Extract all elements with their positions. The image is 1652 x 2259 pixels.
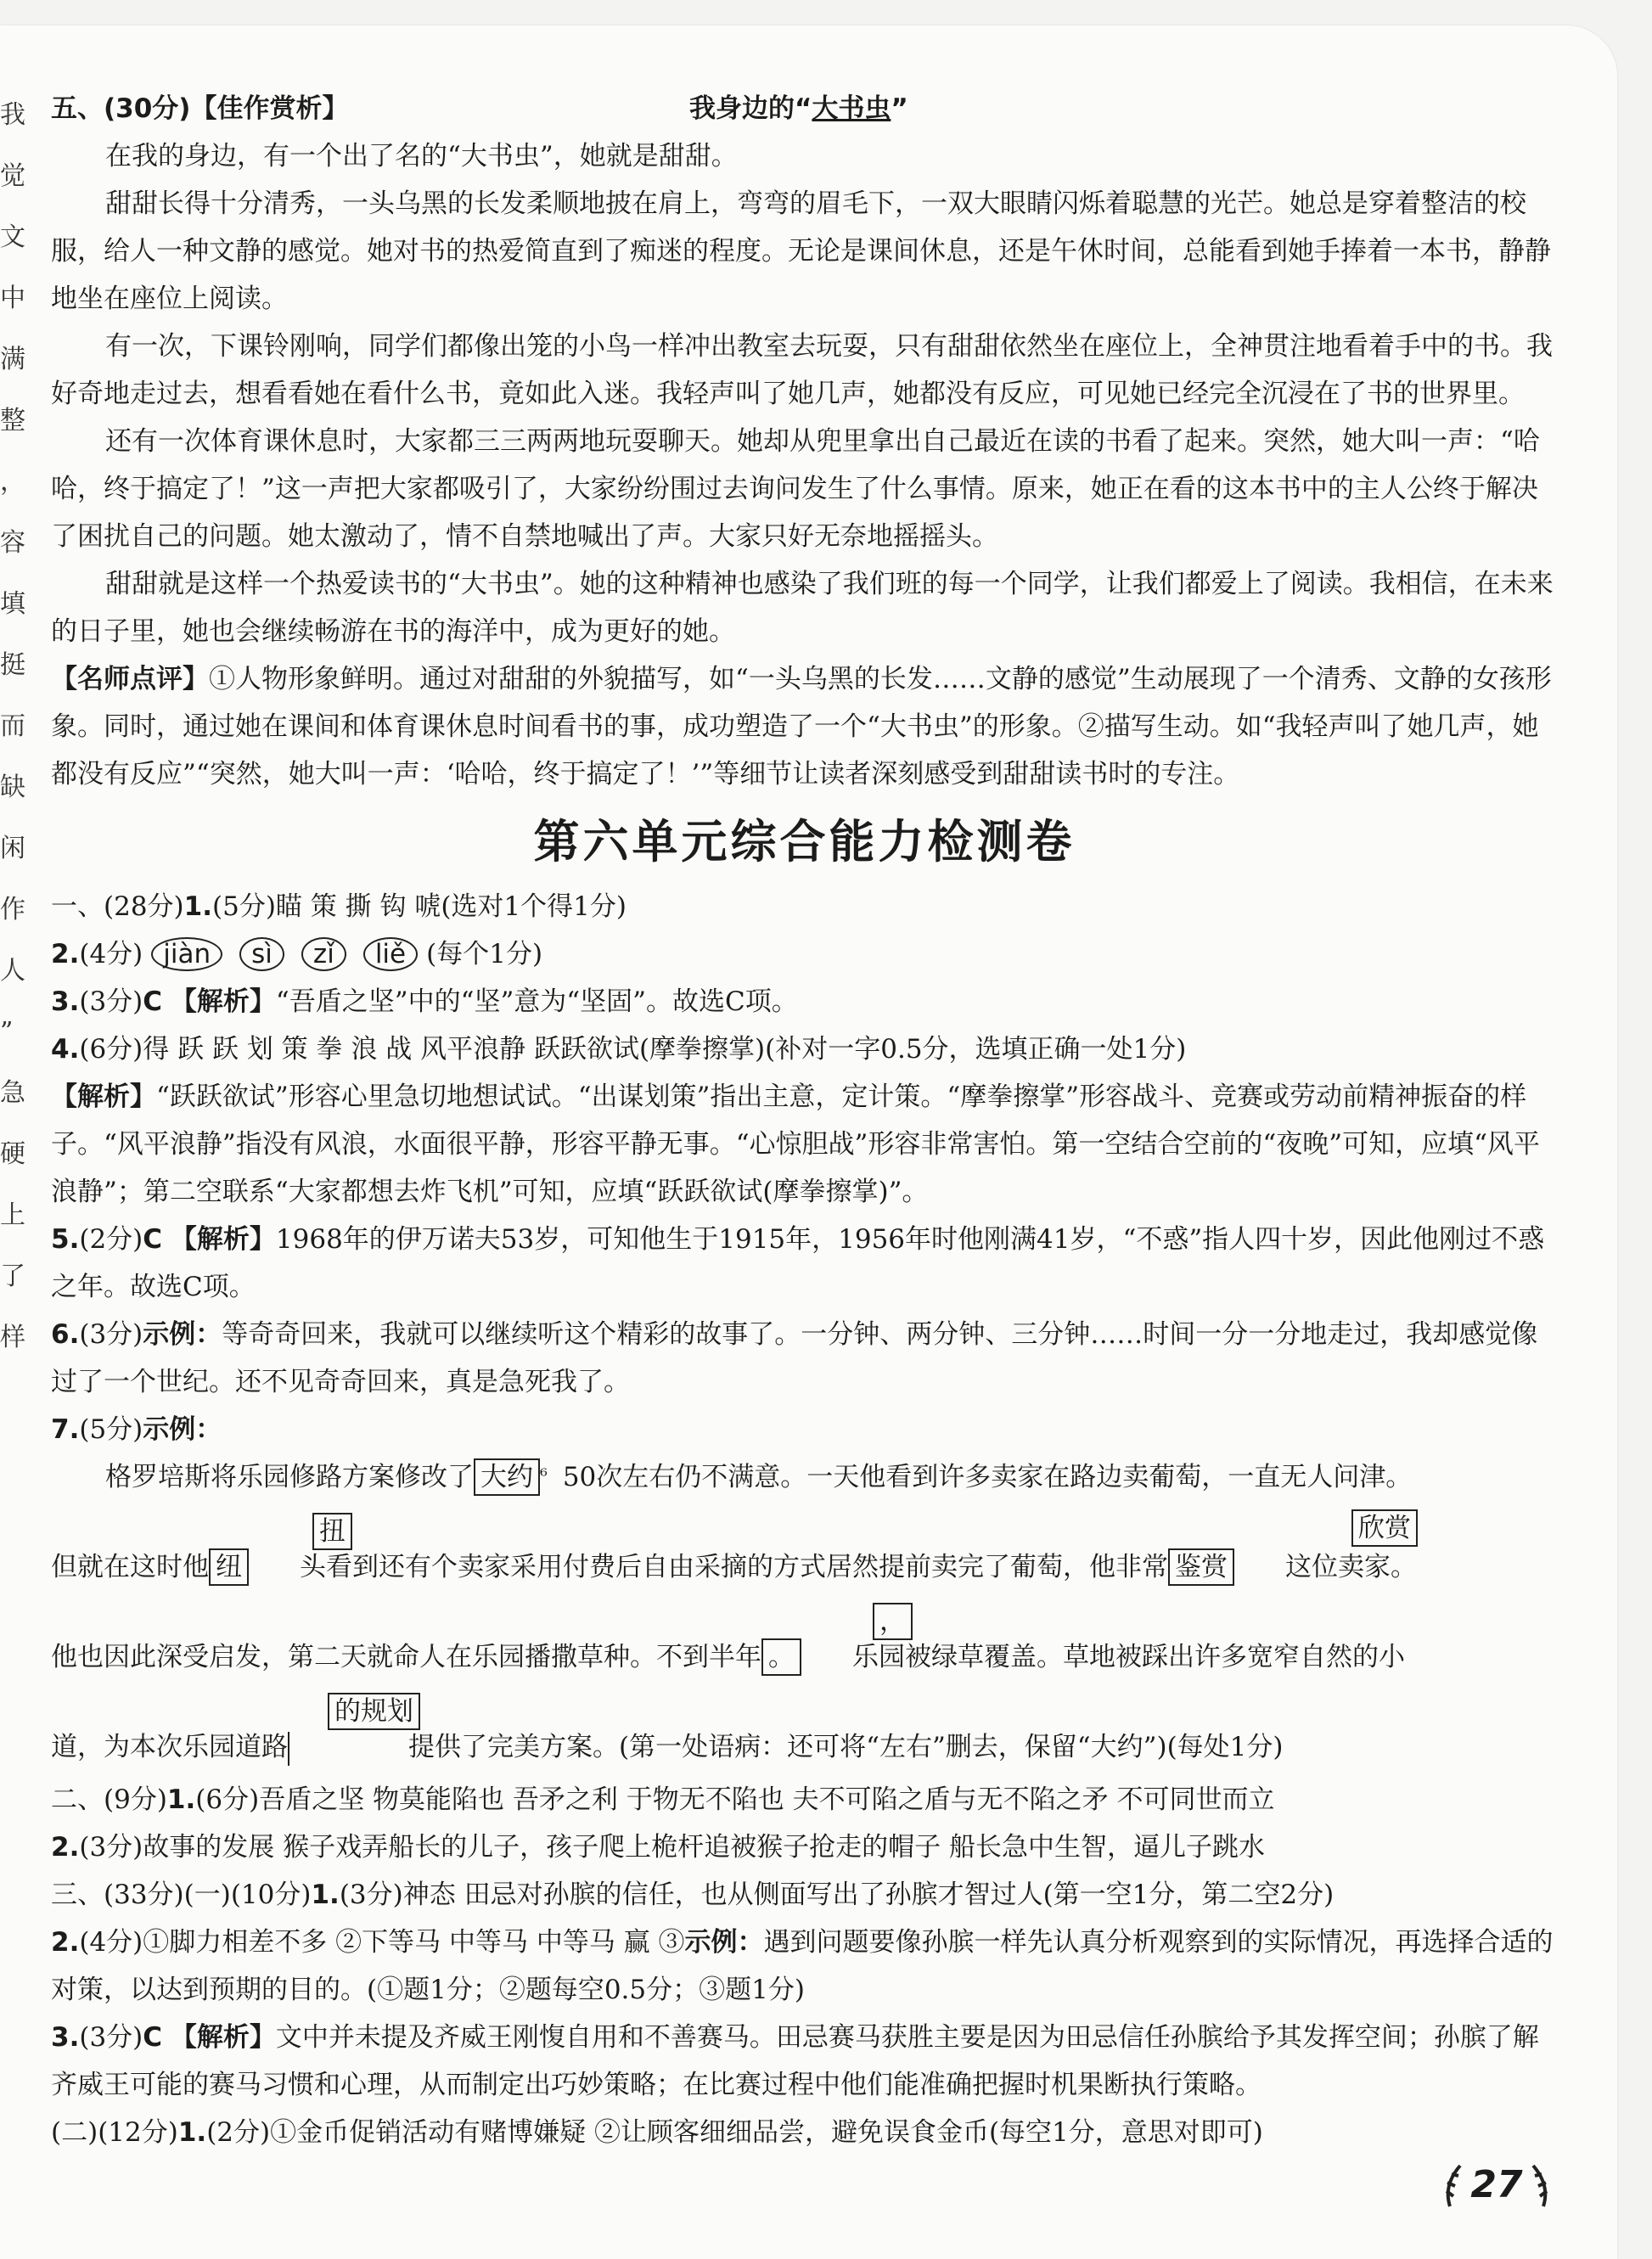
margin-char: 急 [0, 1078, 25, 1108]
margin-char: 挺 [0, 650, 25, 680]
margin-char: 填 [0, 589, 25, 619]
left-margin-fragments [0, 85, 25, 1368]
margin-char: 上 [0, 1200, 25, 1230]
s2-q1: 二、(9分)1.(6分)吾盾之坚 物莫能陷也 吾矛之利 于物无不陷也 夫不可陷之盾与无不陷之矛 不可同世而立 [51, 1784, 1275, 1815]
essay-title: 我身边的“大书虫” [689, 93, 908, 124]
q2: 2.(4分) jiàn sì zǐ liě (每个1分) [51, 939, 543, 969]
section5-label: 五、(30分)【佳作赏析】 [51, 93, 349, 124]
margin-char: 闲 [0, 834, 25, 863]
correction-insert: 欣赏 [1351, 1509, 1418, 1547]
margin-char: 满 [0, 345, 25, 374]
essay-paragraph: 在我的身边，有一个出了名的“大书虫”，她就是甜甜。 [105, 141, 738, 171]
margin-char: 缺 [0, 773, 25, 802]
correction-box: 纽 [209, 1548, 249, 1586]
q5: 5.(2分)C 【解析】1968年的伊万诺夫53岁，可知他生于1915年，1956年时他刚满41岁，“不惑”指人四十岁，因此他刚过不惑之年。故选C项。 [51, 1224, 1545, 1302]
s3-q1: 三、(33分)(一)(10分)1.(3分)神态 田忌对孙膑的信任，也从侧面写出了孙膑才智过人(第一空1分，第二空2分) [51, 1880, 1335, 1910]
correction-box: 大约 [474, 1458, 540, 1496]
margin-char: ， [0, 467, 25, 497]
q4-analysis: 【解析】“跃跃欲试”形容心里急切地想试试。“出谋划策”指出主意，定计策。“摩拳擦掌”形容战斗、竞赛或劳动前精神振奋的样子。“风平浪静”指没有风浪，水面很平静，形容平静无事。“心惊胆战”形容非常害怕。第一空结合空前的“夜晚”可知，应填“风平浪静”；第二空联系“大家都想去炸飞机”可知，应填“跃跃欲试(摩拳擦掌)”。 [51, 1082, 1540, 1207]
correction-box: 鉴赏 [1168, 1548, 1234, 1586]
page-number: 27 [1441, 2155, 1552, 2215]
margin-char: 了 [0, 1262, 25, 1291]
q7-line4: 的规划 道，为本次乐园道路 提供了完美方案。(第一处语病：还可将“左右”删去，保留“大约”)(每处1分) [51, 1686, 1558, 1776]
unit-title: 第六单元综合能力检测卷 [533, 815, 1076, 868]
q1: 一、(28分)1.(5分)瞄 策 撕 钩 唬(选对1个得1分) [51, 891, 627, 922]
section5-header [51, 85, 1558, 132]
margin-char: 样 [0, 1323, 25, 1352]
correction-insert: ， [873, 1603, 913, 1640]
teacher-comment: 【名师点评】①人物形象鲜明。通过对甜甜的外貌描写，如“一头乌黑的长发……文静的感觉”生动展现了一个清秀、文静的女孩形象。同时，通过她在课间和体育课休息时间看书的事，成功塑造了一个“大书虫”的形象。②描写生动。如“我轻声叫了她几声，她都没有反应”“突然，她大叫一声：‘哈哈，终于搞定了！’”等细节让读者深刻感受到甜甜读书时的专注。 [51, 664, 1552, 790]
q6: 6.(3分)示例：等奇奇回来，我就可以继续听这个精彩的故事了。一分钟、两分钟、三分钟……时间一分一分地走过，我却感觉像过了一个世纪。还不见奇奇回来，真是急死我了。 [51, 1319, 1538, 1397]
margin-char: 文 [0, 222, 25, 252]
margin-char: 整 [0, 406, 25, 436]
q7-line1: 格罗培斯将乐园修路方案修改了 大约 $^{^6}$ 50次左右仍不满意。一天他看到许多卖家在路边卖葡萄，一直无人问津。 [51, 1453, 1558, 1506]
q7-head: 7.(5分)示例： [51, 1414, 222, 1445]
q3: 3.(3分)C 【解析】“吾盾之坚”中的“坚”意为“坚固”。故选C项。 [51, 986, 798, 1017]
s2-q2: 2.(3分)故事的发展 猴子戏弄船长的儿子，孩子爬上桅杆追被猴子抢走的帽子 船长急中生智，逼儿子跳水 [51, 1832, 1265, 1863]
q4: 4.(6分)得 跃 跃 划 策 拳 浪 战 风平浪静 跃跃欲试(摩拳擦掌)(补对一字0.5分，选填正确一处1分) [51, 1034, 1187, 1065]
s3-q3: 3.(3分)C 【解析】文中并未提及齐威王刚愎自用和不善赛马。田忌赛马获胜主要是因为田忌信任孙膑给予其发挥空间；孙膑了解齐威王可能的赛马习惯和心理，从而制定出巧妙策略；在比赛过程中他们能准确把握时机果断执行策略。 [51, 2022, 1539, 2100]
document-body [51, 85, 1558, 2156]
essay-paragraph: 有一次，下课铃刚响，同学们都像出笼的小鸟一样冲出教室去玩耍，只有甜甜依然坐在座位上，全神贯注地看着手中的书。我好奇地走过去，想看看她在看什么书，竟如此入迷。我轻声叫了她几声，她都没有反应，可见她已经完全沉浸在了书的世界里。 [51, 331, 1553, 409]
correction-insert: 扭 [312, 1513, 352, 1550]
margin-char: 我 [0, 100, 25, 130]
margin-char: 而 [0, 711, 25, 741]
margin-char: 作 [0, 895, 25, 924]
s3b-q1: (二)(12分)1.(2分)①金币促销活动有赌博嫌疑 ②让顾客细细品尝，避免误食金币(每空1分，意思对即可) [51, 2117, 1263, 2148]
q7-line2: 扭 欣赏 但就在这时他 纽 头看到还有个卖家采用付费后自由采摘的方式居然提前卖完了葡萄，他非常 鉴赏 这位卖家。 [51, 1506, 1558, 1596]
essay-paragraph: 甜甜长得十分清秀，一头乌黑的长发柔顺地披在肩上，弯弯的眉毛下，一双大眼睛闪烁着聪慧的光芒。她总是穿着整洁的校服，给人一种文静的感觉。她对书的热爱简直到了痴迷的程度。无论是课间休息，还是午休时间，总能看到她手捧着一本书，静静地坐在座位上阅读。 [51, 188, 1551, 314]
q7-line3: ， 他也因此深受启发，第二天就命人在乐园播撒草种。不到半年 。 乐园被绿草覆盖。草地被踩出许多宽窄自然的小 [51, 1596, 1558, 1686]
margin-char: 人 [0, 956, 25, 986]
margin-char: 中 [0, 284, 25, 313]
margin-char: 硬 [0, 1139, 25, 1169]
margin-char: ” [0, 1017, 14, 1047]
margin-char: 觉 [0, 161, 25, 191]
essay-paragraph: 甜甜就是这样一个热爱读书的“大书虫”。她的这种精神也感染了我们班的每一个同学，让我们都爱上了阅读。我相信，在未来的日子里，她也会继续畅游在书的海洋中，成为更好的她。 [51, 569, 1554, 647]
correction-box: 。 [761, 1638, 801, 1676]
margin-char: 容 [0, 528, 25, 558]
s3-q2: 2.(4分)①脚力相差不多 ②下等马 中等马 中等马 赢 ③示例：遇到问题要像孙膑一样先认真分析观察到的实际情况，再选择合适的对策，以达到预期的目的。(①题1分；②题每空0.5分；③题1分) [51, 1927, 1554, 2005]
correction-insert: 的规划 [328, 1693, 420, 1730]
essay-paragraph: 还有一次体育课休息时，大家都三三两两地玩耍聊天。她却从兜里拿出自己最近在读的书看了起来。突然，她大叫一声：“哈哈，终于搞定了！”这一声把大家都吸引了，大家纷纷围过去询问发生了什么事情。原来，她正在看的这本书中的主人公终于解决了困扰自己的问题。她太激动了，情不自禁地喊出了声。大家只好无奈地摇摇头。 [51, 426, 1540, 552]
